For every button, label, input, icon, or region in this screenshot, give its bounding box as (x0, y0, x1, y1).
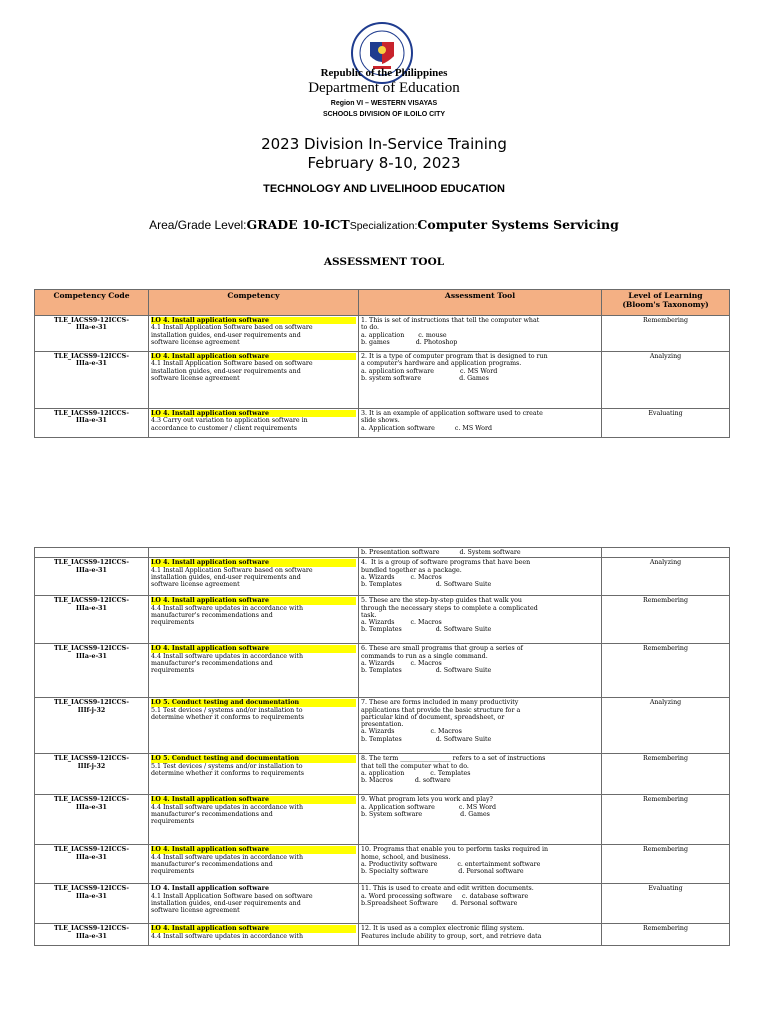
assessment-line: applications that provide the basic structure for a (361, 706, 521, 714)
level-cell: Remembering (602, 845, 730, 884)
assessment-line: a. Productivity software c. entertainment software (361, 860, 541, 868)
department-heading: Department of Education (308, 80, 460, 96)
division-heading: SCHOOLS DIVISION OF ILOILO CITY (322, 111, 446, 118)
assessment-cell (359, 596, 602, 644)
assessment-line: b. games d. Photoshop (361, 338, 458, 346)
assessment-line: b. Specialty software d. Personal software (361, 868, 524, 876)
competency-line: software license agreement (151, 581, 240, 589)
assessment-line: a. application software c. MS Word (361, 367, 498, 375)
competency-line: 4.3 Carry out variation to application software in (151, 417, 308, 425)
competency-code-line: IIIa-e-31 (76, 566, 107, 574)
assessment-cell (359, 924, 602, 946)
level-cell: Analyzing (602, 698, 730, 754)
area-grade-line (0, 217, 768, 232)
specialization-value: Computer Systems Servicing (417, 217, 619, 232)
competency-line: 4.4 Install software updates in accordance with (151, 803, 303, 811)
assessment-cell (359, 644, 602, 698)
assessment-line: a. Wizards c. Macros (361, 659, 442, 667)
competency-line: determine whether it conforms to requirements (151, 769, 304, 777)
table-row (35, 548, 730, 558)
competency-line: installation guides, end-user requirements and (151, 367, 301, 375)
assessment-line: a. Application software c. MS Word (361, 424, 493, 432)
competency-code-line: TLE_IACSS9-12ICCS- (54, 559, 129, 567)
table-row (35, 596, 730, 644)
competency-code-cell (35, 352, 149, 409)
competency-cell (149, 698, 359, 754)
competency-cell (149, 845, 359, 884)
competency-code-line: IIIf-j-32 (77, 706, 106, 714)
republic-heading: Republic of the Philippines (320, 67, 448, 79)
assessment-cell (359, 754, 602, 795)
assessment-line: a. Wizards c. Macros (361, 619, 442, 627)
learning-outcome: LO 4. Install application software (151, 317, 356, 324)
assessment-cell (359, 548, 602, 558)
competency-line: manufacturer's recommendations and (151, 860, 273, 868)
competency-line: 4.4 Install software updates in accordance with (151, 604, 303, 612)
assessment-line: that tell the computer what to do. (361, 762, 469, 770)
table-row (35, 558, 730, 596)
assessment-line: a. Wizards c. Macros (361, 728, 462, 736)
assessment-line: b. Templates d. Software Suite (361, 626, 492, 634)
assessment-line: 5. These are the step-by-step guides that walk you (361, 597, 522, 605)
competency-code-cell (35, 548, 149, 558)
assessment-line: 4. It is a group of software programs that have been (361, 559, 531, 567)
learning-outcome: LO 4. Install application software (151, 796, 356, 803)
table-row (35, 795, 730, 845)
training-title: 2023 Division In-Service Training (261, 135, 507, 153)
level-cell: Remembering (602, 754, 730, 795)
specialization-label: Specialization: (349, 220, 418, 232)
competency-cell (149, 924, 359, 946)
competency-code-line: IIIa-e-31 (76, 604, 107, 612)
assessment-line: 2. It is a type of computer program that is designed to run (361, 353, 548, 360)
competency-line: requirements (151, 619, 195, 627)
competency-line: installation guides, end-user requirements and (151, 899, 301, 907)
assessment-line: to do. (361, 324, 380, 332)
region-heading: Region VI – WESTERN VISAYAS (330, 100, 438, 107)
assessment-table-page2 (34, 547, 730, 946)
competency-code-line: TLE_IACSS9-12ICCS- (54, 410, 129, 417)
assessment-line: slide shows. (361, 417, 400, 425)
level-cell: Remembering (602, 596, 730, 644)
competency-cell (149, 795, 359, 845)
assessment-line: a. Word processing software c. database software (361, 892, 529, 900)
assessment-line: 9. What program lets you work and play? (361, 796, 493, 804)
assessment-line: b. system software d. Games (361, 374, 489, 382)
competency-code-line: TLE_IACSS9-12ICCS- (54, 699, 129, 707)
competency-line: requirements (151, 667, 195, 675)
competency-code-line: TLE_IACSS9-12ICCS- (54, 353, 129, 360)
assessment-line: b. Templates d. Software Suite (361, 735, 492, 743)
table-row (35, 644, 730, 698)
competency-line: software license agreement (151, 338, 240, 346)
competency-code-line: IIIa-e-31 (76, 652, 107, 660)
level-cell: Remembering (602, 924, 730, 946)
learning-outcome: LO 4. Install application software (151, 846, 356, 853)
competency-line: 4.1 Install Application Software based on software (151, 324, 313, 332)
assessment-cell (359, 558, 602, 596)
competency-code-cell (35, 644, 149, 698)
competency-code-line: TLE_IACSS9-12ICCS- (54, 846, 129, 854)
competency-code-cell (35, 409, 149, 438)
col-header-code: Competency Code (35, 290, 149, 316)
col-header-competency: Competency (149, 290, 359, 316)
assessment-cell (359, 409, 602, 438)
col-header-level (602, 290, 730, 316)
assessment-line: task. (361, 611, 377, 619)
competency-line: installation guides, end-user requirements and (151, 331, 301, 339)
assessment-line: bundled together as a package. (361, 566, 462, 574)
competency-line: 5.1 Test devices / systems and/or installation to (151, 706, 303, 714)
competency-line: manufacturer's recommendations and (151, 611, 273, 619)
learning-outcome: LO 5. Conduct testing and documentation (151, 755, 356, 762)
competency-code-line: IIIa-e-31 (76, 892, 107, 900)
subject-heading: TECHNOLOGY AND LIVELIHOOD EDUCATION (263, 183, 505, 195)
competency-line: determine whether it conforms to requirements (151, 713, 304, 721)
assessment-table-page1 (34, 289, 730, 438)
competency-line: 4.4 Install software updates in accordance with (151, 652, 303, 660)
competency-cell (149, 409, 359, 438)
competency-code-line: TLE_IACSS9-12ICCS- (54, 796, 129, 804)
competency-line: 4.4 Install software updates in accordance with (151, 853, 303, 861)
competency-code-cell (35, 884, 149, 924)
learning-outcome: LO 4. Install application software (151, 353, 356, 360)
assessment-cell (359, 316, 602, 352)
table-row (35, 754, 730, 795)
learning-outcome: LO 4. Install application software (151, 410, 356, 417)
assessment-cell (359, 352, 602, 409)
learning-outcome: LO 4. Install application software (151, 925, 356, 932)
assessment-tool-title: ASSESSMENT TOOL (323, 256, 445, 268)
competency-code-line: IIIa-e-31 (76, 803, 107, 811)
competency-code-line: IIIa-e-31 (76, 853, 107, 861)
table-row (35, 698, 730, 754)
assessment-line: a. application c. Templates (361, 769, 471, 777)
competency-code-line: TLE_IACSS9-12ICCS- (54, 317, 129, 324)
table-row (35, 409, 730, 438)
competency-cell (149, 754, 359, 795)
assessment-line: 7. These are forms included in many productivity (361, 699, 519, 707)
competency-code-line: TLE_IACSS9-12ICCS- (54, 645, 129, 653)
competency-code-line: IIIa-e-31 (76, 324, 107, 332)
competency-code-line: IIIa-e-31 (76, 360, 107, 368)
training-dates: February 8-10, 2023 (307, 154, 461, 172)
competency-cell (149, 548, 359, 558)
assessment-line: 1. This is set of instructions that tell the computer what (361, 317, 540, 324)
assessment-line: through the necessary steps to complete a complicated (361, 604, 538, 612)
table-row (35, 316, 730, 352)
assessment-line: a. application c. mouse (361, 331, 447, 339)
assessment-line: 11. This is used to create and edit written documents. (361, 885, 534, 893)
competency-line: software license agreement (151, 374, 240, 382)
competency-code-cell (35, 596, 149, 644)
assessment-line: b. Macros d. software (361, 777, 451, 785)
assessment-line: a computer's hardware and application programs. (361, 360, 522, 368)
competency-code-line: IIIf-j-32 (77, 762, 106, 770)
table-row (35, 924, 730, 946)
competency-code-cell (35, 698, 149, 754)
assessment-line: 12. It is used as a complex electronic filing system. (361, 925, 525, 933)
competency-line: manufacturer's recommendations and (151, 810, 273, 818)
level-cell: Remembering (602, 644, 730, 698)
area-label: Area/Grade Level: (149, 218, 247, 232)
col-header-assessment: Assessment Tool (359, 290, 602, 316)
competency-line: 4.4 Install software updates in accordance with (151, 932, 303, 940)
competency-cell (149, 558, 359, 596)
competency-code-cell (35, 795, 149, 845)
competency-line: installation guides, end-user requirements and (151, 573, 301, 581)
table-row (35, 845, 730, 884)
competency-line: requirements (151, 818, 195, 826)
competency-code-line: TLE_IACSS9-12ICCS- (54, 885, 129, 893)
table-row (35, 352, 730, 409)
assessment-line: b. Presentation software d. System software (361, 549, 521, 556)
assessment-line: commands to run as a single command. (361, 652, 488, 660)
assessment-line: a. Wizards c. Macros (361, 573, 442, 581)
level-cell: Evaluating (602, 884, 730, 924)
level-header-line: Level of Learning (Bloom's Taxonomy) (622, 291, 709, 309)
competency-code-line: TLE_IACSS9-12ICCS- (54, 755, 129, 763)
competency-line: manufacturer's recommendations and (151, 659, 273, 667)
competency-code-cell (35, 558, 149, 596)
level-cell: Remembering (602, 795, 730, 845)
competency-code-line: IIIa-e-31 (76, 932, 107, 940)
assessment-line: 3. It is an example of application software used to create (361, 410, 543, 417)
assessment-line: b.Spreadsheet Software d. Personal software (361, 899, 518, 907)
assessment-cell (359, 698, 602, 754)
learning-outcome: LO 4. Install application software (151, 885, 269, 893)
learning-outcome: LO 4. Install application software (151, 559, 356, 566)
assessment-line: 6. These are small programs that group a series of (361, 645, 523, 653)
assessment-line: presentation. (361, 721, 404, 729)
assessment-line: 10. Programs that enable you to perform tasks required in (361, 846, 549, 854)
competency-code-line: TLE_IACSS9-12ICCS- (54, 597, 129, 605)
competency-code-cell (35, 924, 149, 946)
competency-line: 5.1 Test devices / systems and/or installation to (151, 762, 303, 770)
competency-cell (149, 884, 359, 924)
level-cell (602, 548, 730, 558)
competency-line: software license agreement (151, 907, 240, 915)
competency-line: accordance to customer / client requirements (151, 424, 297, 432)
competency-cell (149, 316, 359, 352)
assessment-cell (359, 845, 602, 884)
competency-code-line: TLE_IACSS9-12ICCS- (54, 925, 129, 933)
competency-cell (149, 596, 359, 644)
level-cell: Analyzing (602, 558, 730, 596)
competency-cell (149, 352, 359, 409)
assessment-line: b. System software d. Games (361, 810, 490, 818)
competency-line: requirements (151, 868, 195, 876)
assessment-line: Features include ability to group, sort, and retrieve data (361, 932, 542, 940)
competency-line: 4.1 Install Application Software based on software (151, 360, 313, 368)
assessment-line: particular kind of document, spreadsheet, or (361, 713, 505, 721)
competency-code-cell (35, 754, 149, 795)
assessment-line: a. Application software c. MS Word (361, 803, 497, 811)
learning-outcome: LO 5. Conduct testing and documentation (151, 699, 356, 706)
assessment-cell (359, 795, 602, 845)
assessment-line: b. Templates d. Software Suite (361, 667, 492, 675)
assessment-line: b. Templates d. Software Suite (361, 581, 492, 589)
competency-code-line: IIIa-e-31 (76, 417, 107, 425)
area-value: GRADE 10-ICT (246, 217, 350, 232)
competency-line: 4.1 Install Application Software based on software (151, 566, 313, 574)
level-cell: Analyzing (602, 352, 730, 409)
competency-code-cell (35, 316, 149, 352)
learning-outcome: LO 4. Install application software (151, 597, 356, 604)
level-cell: Evaluating (602, 409, 730, 438)
competency-line: 4.1 Install Application Software based on software (151, 892, 313, 900)
level-cell: Remembering (602, 316, 730, 352)
competency-cell (149, 644, 359, 698)
assessment-line: home, school, and business. (361, 853, 451, 861)
assessment-line: 8. The term ________________ refers to a set of instructions (361, 755, 546, 763)
competency-code-cell (35, 845, 149, 884)
table-row (35, 884, 730, 924)
assessment-cell (359, 884, 602, 924)
learning-outcome: LO 4. Install application software (151, 645, 356, 652)
